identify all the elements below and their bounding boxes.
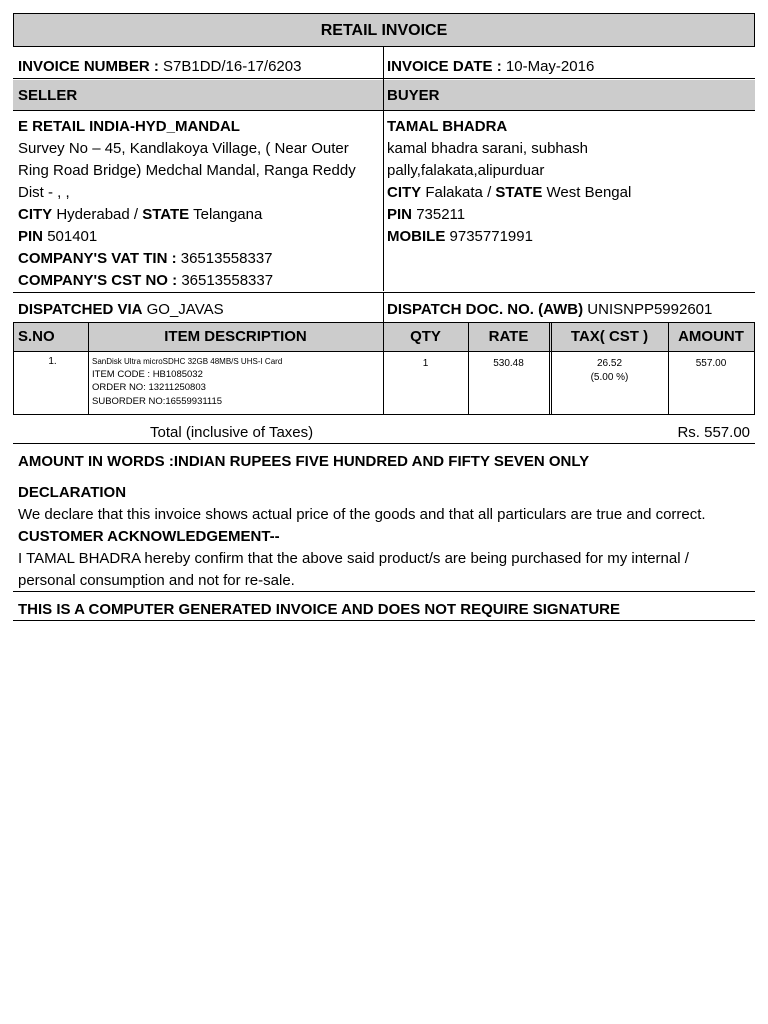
divider xyxy=(13,110,755,111)
table-border xyxy=(13,322,14,414)
col-header-tax: TAX( CST ) xyxy=(570,328,649,345)
invoice-date xyxy=(387,56,594,78)
dispatch-doc-value: UNISNPP5992601 xyxy=(587,301,713,318)
divider xyxy=(13,414,755,415)
seller-address-line: Dist - , , xyxy=(18,184,70,201)
seller-city: Hyderabad xyxy=(56,206,130,223)
table-col-divider xyxy=(549,322,550,414)
column-divider xyxy=(383,80,384,110)
invoice-number xyxy=(18,56,301,78)
declaration-text: We declare that this invoice shows actual price of the goods and that all particulars are true and correct. xyxy=(18,506,706,523)
acknowledgement-heading: CUSTOMER ACKNOWLEDGEMENT-- xyxy=(18,528,280,545)
buyer-mobile-label: MOBILE xyxy=(387,228,446,245)
dispatch-doc-label: DISPATCH DOC. NO. (AWB) xyxy=(387,301,584,318)
buyer-city: Falakata xyxy=(425,184,483,201)
seller-vat-label: COMPANY'S VAT TIN : xyxy=(18,250,177,267)
order-no: ORDER NO: 13211250803 xyxy=(92,382,206,393)
buyer-name: TAMAL BHADRA xyxy=(387,118,508,135)
buyer-state: West Bengal xyxy=(546,184,632,201)
acknowledgement-line: I TAMAL BHADRA hereby confirm that the above said product/s are being purchased for my internal / xyxy=(18,550,689,567)
row-tax: 26.52 xyxy=(596,358,623,369)
row-rate: 530.48 xyxy=(493,358,524,369)
seller-cst-label: COMPANY'S CST NO : xyxy=(18,272,178,289)
seller-state-label: STATE xyxy=(142,206,190,223)
row-sno: 1. xyxy=(48,356,57,367)
table-border xyxy=(754,322,755,414)
footer-note: THIS IS A COMPUTER GENERATED INVOICE AND DOES NOT REQUIRE SIGNATURE xyxy=(18,601,620,618)
seller-heading: SELLER xyxy=(18,87,78,104)
dispatch-doc xyxy=(387,299,712,321)
col-header-description: ITEM DESCRIPTION xyxy=(164,328,307,345)
seller-cst: 36513558337 xyxy=(181,272,274,289)
separator: / xyxy=(487,184,492,201)
seller-city-label: CITY xyxy=(18,206,53,223)
dispatched-via-label: DISPATCHED VIA xyxy=(18,301,143,318)
divider xyxy=(13,351,755,352)
seller-pin: 501401 xyxy=(47,228,98,245)
buyer-mobile-row xyxy=(387,226,752,248)
item-code: ITEM CODE : HB1085032 xyxy=(92,369,203,380)
col-header-sno: S.NO xyxy=(18,328,55,345)
suborder-no: SUBORDER NO:16559931115 xyxy=(92,396,223,407)
divider xyxy=(13,443,755,444)
separator: / xyxy=(133,206,139,223)
buyer-pin-label: PIN xyxy=(387,206,413,223)
divider xyxy=(13,78,755,79)
invoice-date-label: INVOICE DATE : xyxy=(387,58,502,75)
invoice-number-label: INVOICE NUMBER : xyxy=(18,58,159,75)
row-description xyxy=(92,356,382,409)
seller-name: E RETAIL INDIA-HYD_MANDAL xyxy=(18,118,240,135)
buyer-mobile: 9735771991 xyxy=(449,228,533,245)
seller-address-line: Survey No – 45, Kandlakoya Village, ( Near Outer xyxy=(18,140,349,157)
buyer-block xyxy=(387,116,752,248)
total-value: Rs. 557.00 xyxy=(677,424,750,441)
col-header-amount: AMOUNT xyxy=(678,328,744,345)
dispatched-via-value: GO_JAVAS xyxy=(146,301,224,318)
divider xyxy=(13,591,755,592)
divider xyxy=(13,620,755,621)
row-qty: 1 xyxy=(422,358,429,369)
acknowledgement-line: personal consumption and not for re-sale. xyxy=(18,572,295,589)
seller-vat-row xyxy=(18,248,378,270)
buyer-pin-row xyxy=(387,204,752,226)
col-header-qty: QTY xyxy=(410,328,441,345)
amount-in-words: AMOUNT IN WORDS :INDIAN RUPEES FIVE HUNDRED AND FIFTY SEVEN ONLY xyxy=(18,453,590,470)
buyer-state-label: STATE xyxy=(495,184,543,201)
seller-cst-row xyxy=(18,270,378,292)
buyer-address-line: pally,falakata,alipurduar xyxy=(387,162,545,179)
buyer-heading: BUYER xyxy=(387,87,440,104)
seller-vat: 36513558337 xyxy=(180,250,273,267)
declaration-heading: DECLARATION xyxy=(18,484,127,501)
seller-city-state xyxy=(18,204,378,226)
invoice-date-value: 10-May-2016 xyxy=(505,58,595,75)
seller-pin-row xyxy=(18,226,378,248)
dispatched-via xyxy=(18,299,224,321)
seller-block xyxy=(18,116,378,292)
invoice-title: RETAIL INVOICE xyxy=(13,13,755,47)
item-name: SanDisk Ultra microSDHC 32GB 48MB/S UHS-I Card xyxy=(92,357,283,366)
party-header-bg xyxy=(13,80,755,110)
row-amount: 557.00 xyxy=(695,358,727,369)
buyer-address-line: kamal bhadra sarani, subhash xyxy=(387,140,588,157)
seller-pin-label: PIN xyxy=(18,228,44,245)
total-label: Total (inclusive of Taxes) xyxy=(150,424,314,441)
row-tax-percent: (5.00 %) xyxy=(590,372,629,383)
divider xyxy=(13,292,755,293)
col-header-rate: RATE xyxy=(488,328,529,345)
buyer-pin: 735211 xyxy=(416,206,466,223)
column-divider xyxy=(383,292,384,322)
seller-state: Telangana xyxy=(193,206,263,223)
buyer-city-state xyxy=(387,182,752,204)
buyer-city-label: CITY xyxy=(387,184,422,201)
seller-address-line: Ring Road Bridge) Medchal Mandal, Ranga Reddy xyxy=(18,162,356,179)
invoice-number-value: S7B1DD/16-17/6203 xyxy=(163,58,302,75)
